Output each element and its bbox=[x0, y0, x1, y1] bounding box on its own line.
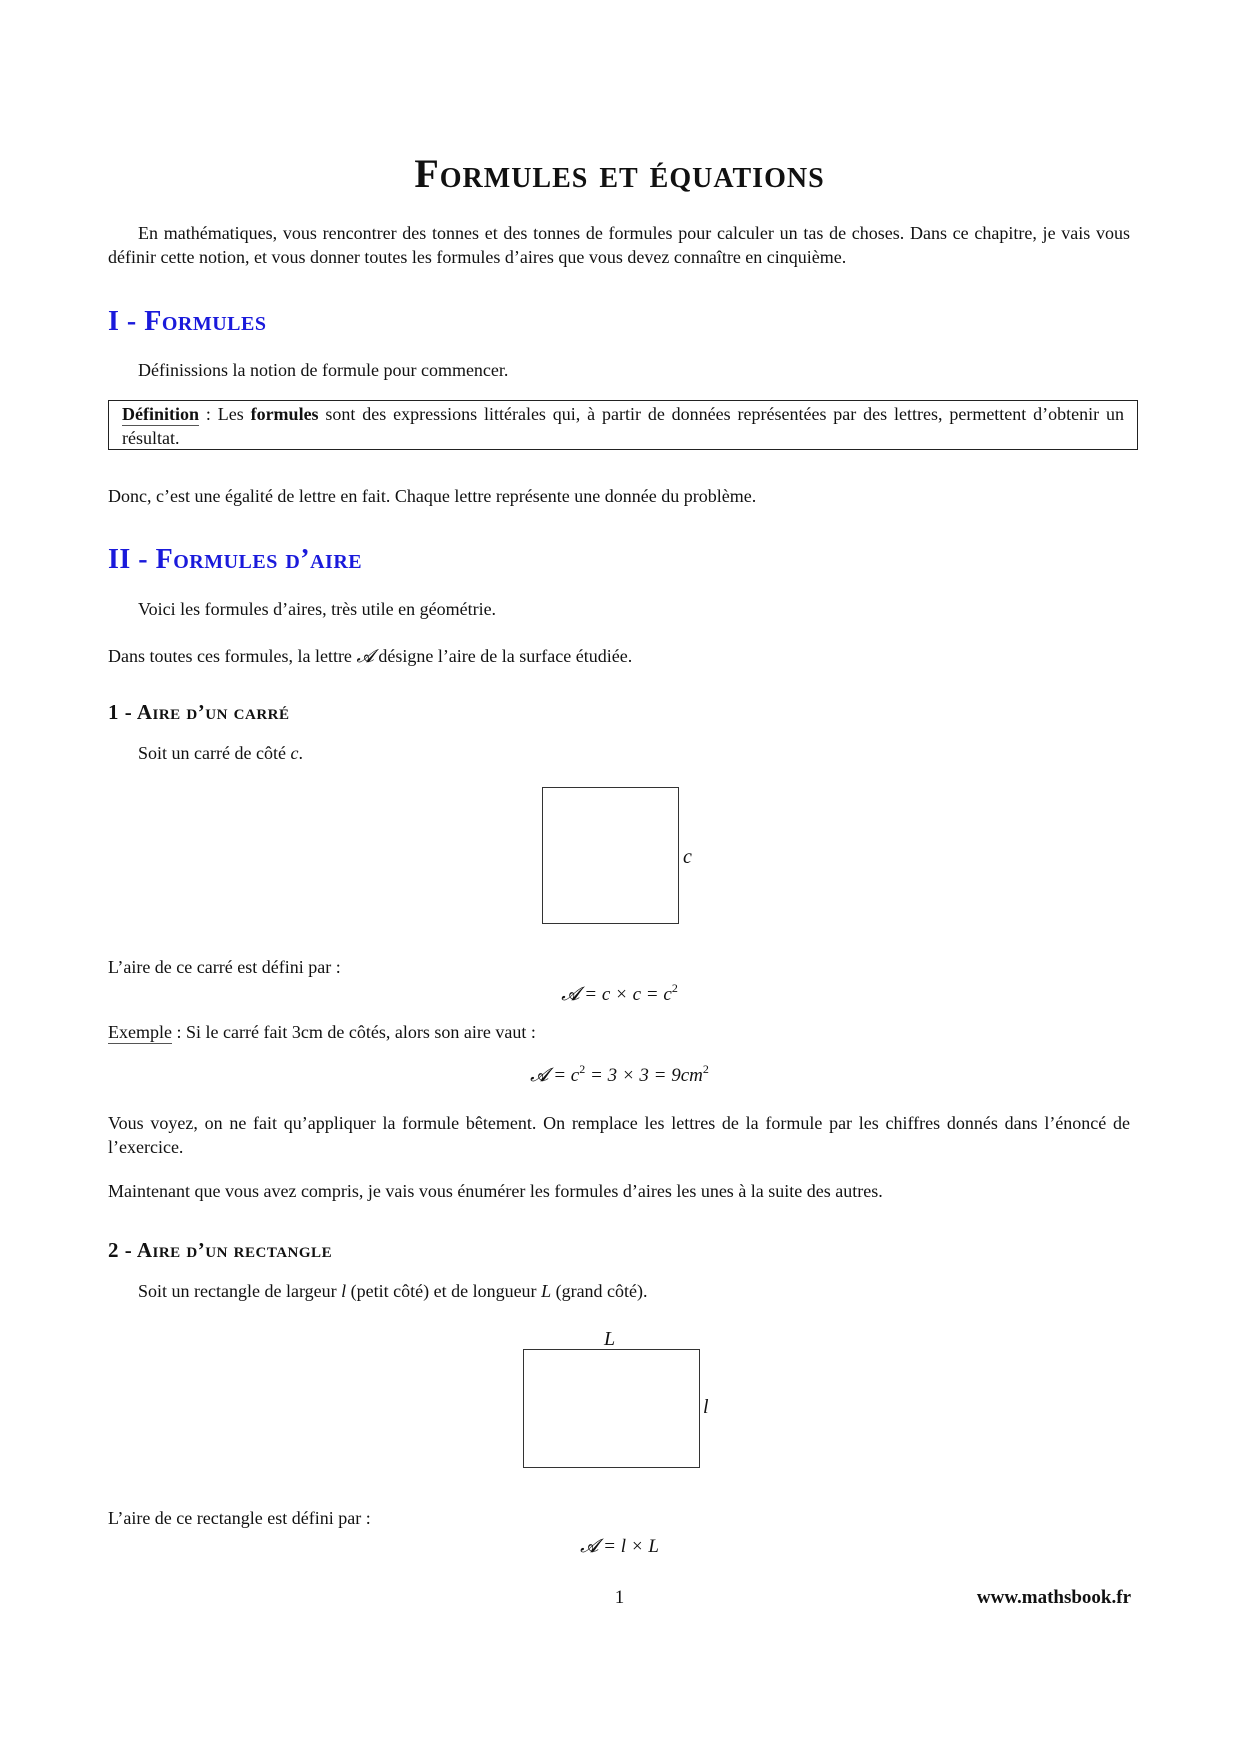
formula-lhs: 𝓐 bbox=[561, 984, 580, 1005]
rectangle-width-label: l bbox=[703, 1396, 709, 1418]
square-figure bbox=[542, 787, 679, 924]
square-intro bbox=[108, 741, 1130, 765]
formula-exp: 2 bbox=[671, 981, 678, 995]
page-title: Formules et équations bbox=[414, 151, 825, 196]
rect-intro-l: l bbox=[341, 1281, 347, 1301]
area-letter-note bbox=[108, 644, 1130, 668]
square-after-paragraph-2: Maintenant que vous avez compris, je vais vous énumérer les formules d’aires les unes à la suite des autres. bbox=[108, 1181, 883, 1201]
subsection-heading-carre: 1 - Aire d’un carré bbox=[108, 700, 290, 724]
rectangle-length-label: L bbox=[604, 1328, 616, 1350]
square-side-label: c bbox=[683, 846, 692, 868]
square-intro-after: . bbox=[298, 743, 303, 763]
example-formula-a: 𝓐 bbox=[530, 1065, 549, 1086]
note-before: Dans toutes ces formules, la lettre bbox=[108, 646, 357, 666]
square-intro-before: Soit un carré de côté bbox=[138, 743, 291, 763]
square-intro-var: c bbox=[290, 743, 299, 763]
definition-label: Définition bbox=[122, 404, 200, 424]
example-formula-exp2: 2 bbox=[702, 1062, 709, 1076]
section1-after: Donc, c’est une égalité de lettre en fait. Chaque lettre représente une donnée du problème. bbox=[108, 486, 757, 506]
example-formula-c: = 3 × 3 = 9cm bbox=[585, 1065, 703, 1086]
section-heading-formules-aire: II - Formules d’aire bbox=[108, 544, 363, 575]
footer-website: www.mathsbook.fr bbox=[976, 1587, 1131, 1608]
example-text: : Si le carré fait 3cm de côtés, alors son aire vaut : bbox=[171, 1022, 536, 1042]
rectangle-figure bbox=[523, 1349, 700, 1468]
rect-intro-c: (grand côté). bbox=[551, 1281, 648, 1301]
rect-formula-rest: = l × L bbox=[598, 1536, 659, 1557]
section-heading-formules: I - Formules bbox=[108, 306, 267, 337]
subsection-heading-rectangle: 2 - Aire d’un rectangle bbox=[108, 1238, 333, 1262]
rect-intro-b: (petit côté) et de longueur bbox=[346, 1281, 542, 1301]
definition-sep: : Les bbox=[199, 404, 251, 424]
square-formula-intro: L’aire de ce carré est défini par : bbox=[108, 957, 341, 977]
square-area-formula bbox=[0, 983, 1239, 1007]
section1-intro: Définissions la notion de formule pour commencer. bbox=[138, 360, 509, 380]
example-formula-exp1: 2 bbox=[579, 1062, 586, 1076]
page-number: 1 bbox=[614, 1587, 625, 1608]
square-after-paragraph-1: Vous voyez, on ne fait qu’appliquer la formule bêtement. On remplace les lettres de la formule par les chiffres donnés dans l’énoncé de l’exercice. bbox=[108, 1113, 1130, 1157]
example-line bbox=[108, 1020, 1130, 1044]
rect-intro-L: L bbox=[541, 1281, 552, 1301]
section2-intro: Voici les formules d’aires, très utile en géométrie. bbox=[138, 599, 497, 619]
rectangle-formula-intro: L’aire de ce rectangle est défini par : bbox=[108, 1508, 371, 1528]
rect-formula-lhs: 𝓐 bbox=[580, 1536, 599, 1557]
rect-intro-a: Soit un rectangle de largeur bbox=[138, 1281, 342, 1301]
definition-box bbox=[108, 400, 1138, 450]
rectangle-area-formula bbox=[0, 1535, 1239, 1559]
example-label: Exemple bbox=[108, 1022, 172, 1042]
definition-text: sont des expressions littérales qui, à partir de données représentées par des lettres, permettent d’obtenir un résultat. bbox=[122, 404, 1124, 448]
note-after: désigne l’aire de la surface étudiée. bbox=[373, 646, 633, 666]
area-symbol: 𝓐 bbox=[356, 646, 374, 666]
example-formula bbox=[0, 1064, 1239, 1088]
definition-term: formules bbox=[250, 404, 319, 424]
intro-paragraph: En mathématiques, vous rencontrer des tonnes et des tonnes de formules pour calculer un tas de choses. Dans ce chapitre, je vais vous définir cette notion, et vous donner toutes les formules d’aires que vous devez connaître en cinquième. bbox=[108, 223, 1130, 267]
formula-mid: = c × c = c bbox=[579, 984, 672, 1005]
example-formula-b: = c bbox=[548, 1065, 580, 1086]
rectangle-intro bbox=[108, 1279, 1130, 1303]
